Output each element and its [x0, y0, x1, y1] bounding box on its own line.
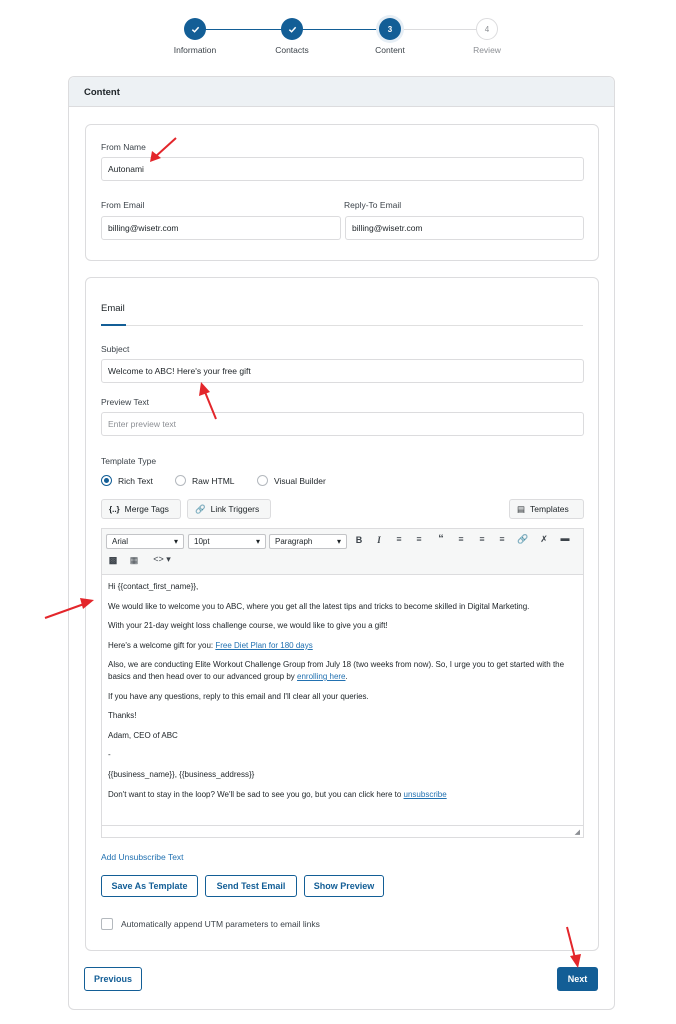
utm-checkbox-row[interactable]: Automatically append UTM parameters to email links — [101, 918, 320, 930]
email-signature: Adam, CEO of ABC — [108, 730, 178, 740]
link-icon: 🔗 — [195, 503, 206, 514]
radio-selected-icon — [101, 475, 112, 486]
step-number: 4 — [476, 18, 498, 40]
tab-divider — [101, 325, 583, 326]
dropdown-arrow-icon: ▾ — [173, 537, 178, 546]
show-preview-button[interactable]: Show Preview — [304, 875, 384, 897]
email-panel — [85, 277, 599, 951]
bold-icon[interactable]: B — [355, 535, 363, 545]
unsubscribe-link[interactable]: unsubscribe — [403, 789, 447, 799]
gift-link[interactable]: Free Diet Plan for 180 days — [215, 640, 313, 650]
preview-text-label: Preview Text — [101, 397, 150, 407]
step-label: Review — [473, 45, 501, 55]
check-icon — [281, 18, 303, 40]
editor-statusbar — [102, 825, 583, 837]
save-as-template-button[interactable]: Save As Template — [101, 875, 198, 897]
unlink-icon[interactable]: ✗ — [540, 534, 548, 544]
tab-email[interactable]: Email — [101, 303, 125, 314]
code-icon[interactable]: <> ▾ — [153, 554, 171, 564]
email-business-info: {{business_name}}, {{business_address}} — [108, 769, 255, 779]
next-button[interactable]: Next — [557, 967, 598, 991]
numbered-list-icon[interactable]: ≡ — [416, 534, 422, 544]
step-review[interactable] — [442, 18, 532, 55]
editor-toolbar — [102, 529, 583, 575]
from-email-input[interactable]: billing@wisetr.com — [101, 216, 341, 240]
subject-input[interactable]: Welcome to ABC! Here's your free gift — [101, 359, 584, 383]
enroll-link[interactable]: enrolling here — [297, 671, 346, 681]
content-card — [68, 76, 615, 1010]
radio-icon — [175, 475, 186, 486]
blockquote-icon[interactable]: “ — [438, 533, 444, 545]
radio-icon — [257, 475, 268, 486]
email-thanks: Thanks! — [108, 711, 137, 721]
send-test-email-button[interactable]: Send Test Email — [205, 875, 297, 897]
bullet-list-icon[interactable]: ≡ — [396, 534, 402, 544]
add-unsubscribe-link[interactable]: Add Unsubscribe Text — [101, 852, 184, 862]
text-color-icon[interactable]: ▩ — [108, 555, 118, 565]
annotation-arrow-icon — [562, 924, 586, 970]
templates-icon: ▤ — [517, 503, 526, 514]
email-paragraph: If you have any questions, reply to this email and I'll clear all your queries. — [108, 691, 369, 701]
step-information[interactable] — [150, 18, 240, 55]
rich-text-editor — [101, 528, 584, 838]
utm-checkbox[interactable] — [101, 918, 113, 930]
align-center-icon[interactable]: ≡ — [479, 534, 485, 544]
radio-visual-builder[interactable]: Visual Builder — [257, 475, 326, 486]
resize-handle-icon[interactable]: ◢ — [574, 829, 580, 836]
from-name-label: From Name — [101, 142, 146, 152]
merge-tags-icon: {..} — [109, 504, 120, 514]
email-separator: - — [108, 750, 111, 760]
reply-to-label: Reply-To Email — [344, 200, 402, 210]
merge-tags-button[interactable]: {..} Merge Tags — [101, 499, 181, 519]
block-format-select[interactable]: Paragraph ▾ — [269, 534, 347, 549]
step-number: 3 — [379, 18, 401, 40]
email-paragraph: We would like to welcome you to ABC, where you get all the latest tips and tricks to become skilled in Digital Marketing. — [108, 601, 530, 611]
step-label: Content — [375, 45, 405, 55]
radio-raw-html[interactable]: Raw HTML — [175, 475, 235, 486]
step-label: Information — [173, 45, 217, 55]
align-left-icon[interactable]: ≡ — [458, 534, 464, 544]
step-content[interactable] — [345, 18, 435, 55]
horizontal-line-icon[interactable]: ▬ — [560, 533, 570, 543]
email-paragraph: Here's a welcome gift for you: Free Diet Plan for 180 days — [108, 640, 313, 650]
previous-button[interactable]: Previous — [84, 967, 142, 991]
from-name-input[interactable]: Autonami — [101, 157, 584, 181]
insert-link-icon[interactable]: 🔗 — [517, 534, 529, 544]
radio-rich-text[interactable]: Rich Text — [101, 475, 153, 486]
annotation-arrow-icon — [196, 380, 222, 422]
dropdown-arrow-icon: ▾ — [255, 537, 260, 546]
templates-button[interactable]: ▤ Templates — [509, 499, 584, 519]
editor-content[interactable] — [102, 575, 583, 814]
tab-active-indicator — [101, 324, 126, 326]
email-greeting: Hi {{contact_first_name}}, — [108, 582, 199, 591]
reply-to-input[interactable]: billing@wisetr.com — [345, 216, 584, 240]
annotation-arrow-icon — [42, 596, 96, 622]
font-size-select[interactable]: 10pt ▾ — [188, 534, 266, 549]
card-title: Content — [69, 77, 614, 107]
dropdown-arrow-icon: ▾ — [336, 537, 341, 546]
preview-text-input[interactable]: Enter preview text — [101, 412, 584, 436]
email-paragraph: With your 21-day weight loss challenge course, we would like to give you a gift! — [108, 621, 388, 631]
font-family-select[interactable]: Arial ▾ — [106, 534, 184, 549]
table-icon[interactable]: ▦ — [129, 555, 139, 565]
italic-icon[interactable]: I — [377, 535, 381, 545]
progress-stepper — [0, 18, 676, 58]
link-triggers-button[interactable]: 🔗 Link Triggers — [187, 499, 271, 519]
step-contacts[interactable] — [247, 18, 337, 55]
step-label: Contacts — [275, 45, 309, 55]
from-email-label: From Email — [101, 200, 145, 210]
align-right-icon[interactable]: ≡ — [499, 534, 505, 544]
template-type-label: Template Type — [101, 456, 157, 466]
subject-label: Subject — [101, 344, 130, 354]
email-footer: Don't want to stay in the loop? We'll be sad to see you go, but you can click here to unsubscribe — [108, 789, 447, 799]
check-icon — [184, 18, 206, 40]
email-paragraph: Also, we are conducting Elite Workout Challenge Group from July 18 (two weeks from now). So, I urge you to get started with the basics and then head over to our advanced group by enrolling here. — [108, 660, 565, 681]
annotation-arrow-icon — [146, 135, 180, 165]
